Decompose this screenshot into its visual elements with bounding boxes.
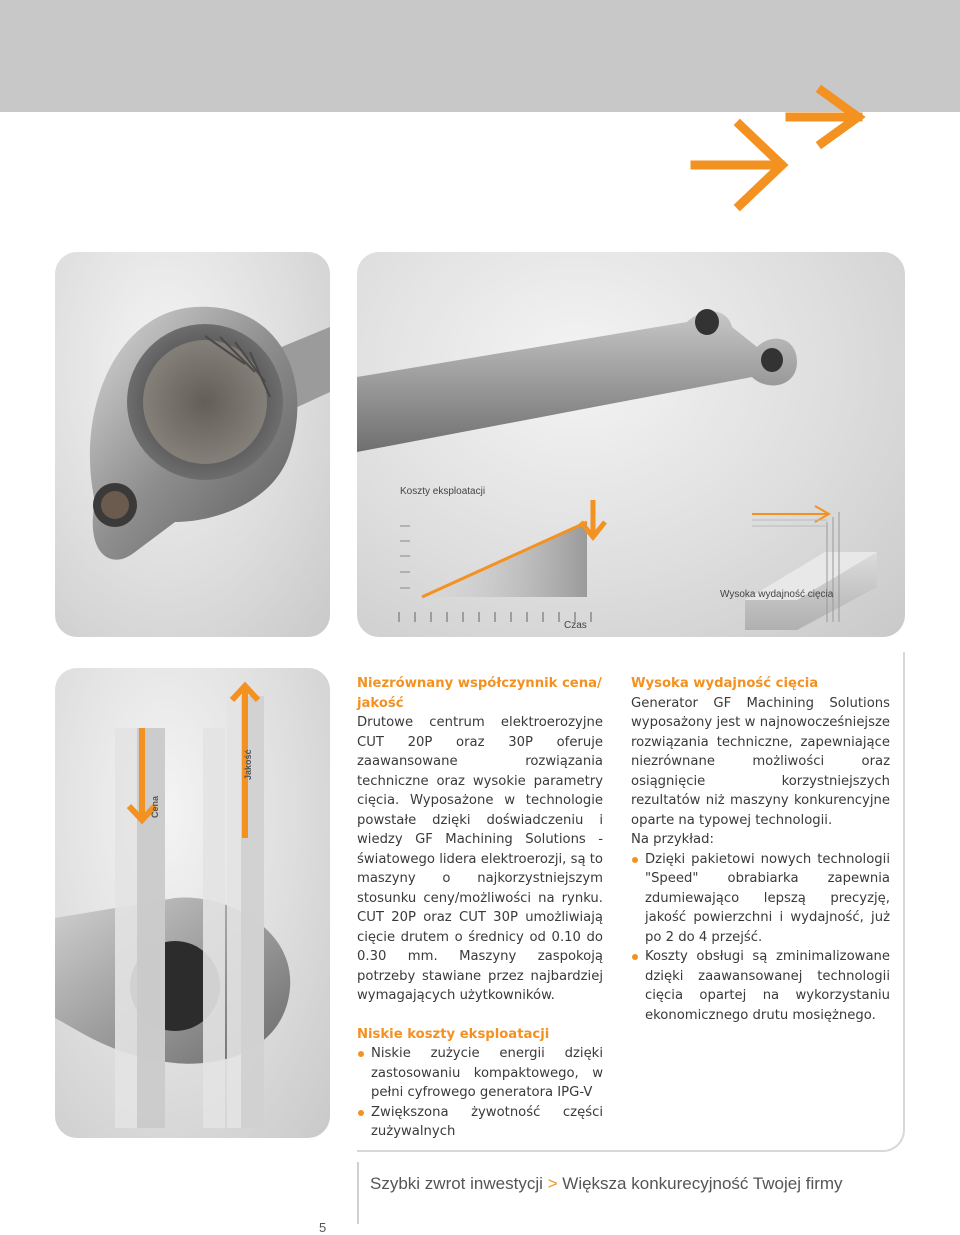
heading-performance: Wysoka wydajność cięcia [631,676,819,691]
footer-divider [357,1162,359,1224]
double-arrow-icon [690,85,870,215]
heading-low-costs: Niskie koszty eksploatacji [357,1026,550,1042]
paragraph-price-quality: Drutowe centrum elektroerozyjne CUT 20P oraz 30P oferuje zaawansowane rozwiązania techniczne oraz wysokie parametry cięcia. Wyposażone w technologie powstałe dzięki doświadczeniu i wiedzy GF Machining Solutions - światowego lidera elektroerozji, są to maszyny o najkorzystniejszym stosunku ceny/możliwości na rynku. CUT 20P oraz CUT 30P umożliwiają cięcie drutem o średnicy od 0.10 do 0.30 mm. Maszyny zaspokoją potrzeby stawiane przez najbardziej wymagających użytkowników. [357,715,603,1003]
photo-rod-end [55,252,330,637]
right-text-column [631,674,890,1025]
list-item: Zwiększona żywotność części zużywalnych [357,1103,603,1142]
chart-costs-title: Koszty eksploatacji [400,486,486,497]
list-item: Koszty obsługi są zminimalizowane dzięki zaawansowanej technologii cięcia opartej na wykorzystaniu ekonomicznego drutu mosiężnego. [631,947,890,1025]
footer-tagline: Szybki zwrot inwestycji > Większa konkurecyjność Twojej firmy [370,1174,843,1193]
left-text-column [357,674,603,1142]
photo-arm-with-chart [357,252,905,637]
photo-rod-end-lower [55,668,330,1138]
chart-performance-label: Wysoka wydajność cięcia [720,589,834,600]
low-costs-list [357,1044,603,1142]
heading-price-quality: Niezrównany współczynnik cena/ jakość [357,676,602,711]
performance-list [631,850,890,1026]
bar-label-price: Cena [150,795,160,818]
list-item: Niskie zużycie energii dzięki zastosowaniu kompaktowego, w pełni cyfrowego generatora IPG-V [357,1044,603,1103]
bar-label-quality: Jakość [243,749,253,780]
page-number: 5 [319,1220,327,1235]
chart-x-axis-label: Czas [564,620,587,631]
paragraph-performance: Generator GF Machining Solutions wyposażony jest w najnowocześniejsze rozwiązania techniczne, zapewniające niezrównane możliwości oraz osiągnięcie korzystniejszych rezultatów niż maszyny konkurencyjne oparte na typowej technologii. [631,695,890,828]
example-intro: Na przykład: [631,832,714,847]
list-item: Dzięki pakietowi nowych technologii "Speed" obrabiarka zapewnia zdumiewająco lepszą precyzję, jakość powierzchni i wydajność, już po 2 do 4 przejść. [631,850,890,948]
